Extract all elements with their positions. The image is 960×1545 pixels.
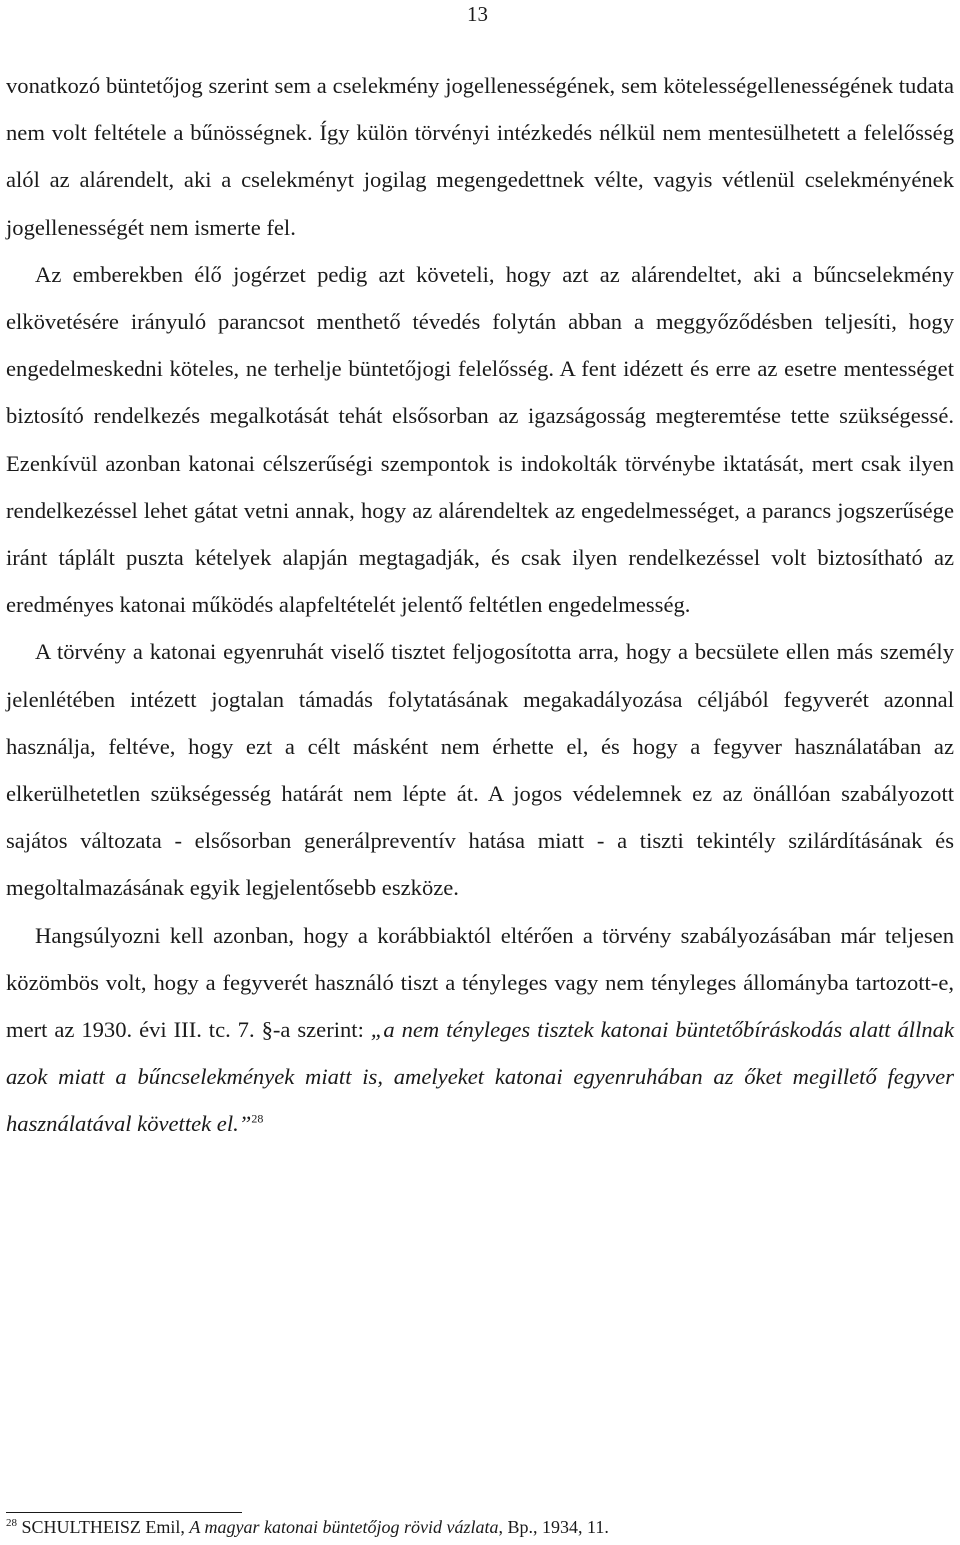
paragraph-2: Az emberekben élő jogérzet pedig azt követeli, hogy azt az alárendeltet, aki a bűncselekmény elkövetésére irányuló parancsot menthető tévedés folytán abban a meggyőződésben teljesíti, hogy engedelmeskedni köteles, ne terhelje büntetőjogi felelősség. A fent idézett és erre az esetre mentességet biztosító rendelkezés megalkotását tehát elsősorban az igazságosság megteremtése tette szükségessé. Ezenkívül azonban katonai célszerűségi szempontok is indokolták törvénybe iktatását, mert csak ilyen rendelkezéssel lehet gátat vetni annak, hogy az alárendeltek az engedelmességet, a parancs jogszerűsége iránt táplált puszta kételyek alapján megtagadják, és csak ilyen rendelkezéssel volt biztosítható az eredményes katonai működés alapfeltételét jelentő feltétlen engedelmesség. <box>6 261 954 618</box>
quotation: „a nem tényleges tisztek katonai büntetőbíráskodás alatt állnak azok miatt a bűncselekmények miatt is, amelyeket katonai egyenruhában az őket megillető fegyver használatával követtek el.” <box>6 1017 954 1137</box>
paragraph-3: A törvény a katonai egyenruhát viselő tisztet feljogosította arra, hogy a becsülete ellen más személy jelenlétében intézett jogtalan támadás folytatásának megakadályozása céljából fegyverét azonnal használja, feltéve, hogy ezt a célt másként nem érhette el, és hogy a fegyver használatában az elkerülhetetlen szükségesség határát nem lépte át. A jogos védelemnek ez az önállóan szabályozott sajátos változata - elsősorban generálpreventív hatása miatt - a tiszti tekintély szilárdításának és megoltalmazásának egyik legjelentősebb eszköze. <box>6 639 954 901</box>
footnote-reference[interactable]: 28 <box>251 1111 264 1126</box>
paragraph-4-text: Hangsúlyozni kell azonban, hogy a korábbiaktól eltérően a törvény szabályozásában már teljesen közömbös volt, hogy a fegyverét használó tiszt a tényleges vagy nem tényleges állományba tartozott-e, mert az 1930. évi III. tc. 7. §-a szerint: <box>6 922 954 1043</box>
footnote-author: SCHULTHEISZ Emil, <box>21 1517 185 1537</box>
footnote <box>6 1515 954 1539</box>
footnote-number: 28 <box>6 1517 17 1529</box>
footnote-divider <box>6 1512 242 1513</box>
paragraph-1: vonatkozó büntetőjog szerint sem a cselekmény jogellenességének, sem kötelességellenességének tudata nem volt feltétele a bűnösségnek. Így külön törvényi intézkedés nélkül nem mentesülhetett a felelősség alól az alárendelt, aki a cselekményt jogilag megengedettnek vélte, vagyis vétlenül cselekményének jogellenességét nem ismerte fel. <box>6 73 954 240</box>
footnote-title: A magyar katonai büntetőjog rövid vázlata <box>189 1517 499 1537</box>
body-text <box>6 62 954 1148</box>
footnote-details: , Bp., 1934, 11. <box>498 1517 609 1537</box>
paragraph-4 <box>6 912 954 1148</box>
page-number: 13 <box>467 2 488 26</box>
